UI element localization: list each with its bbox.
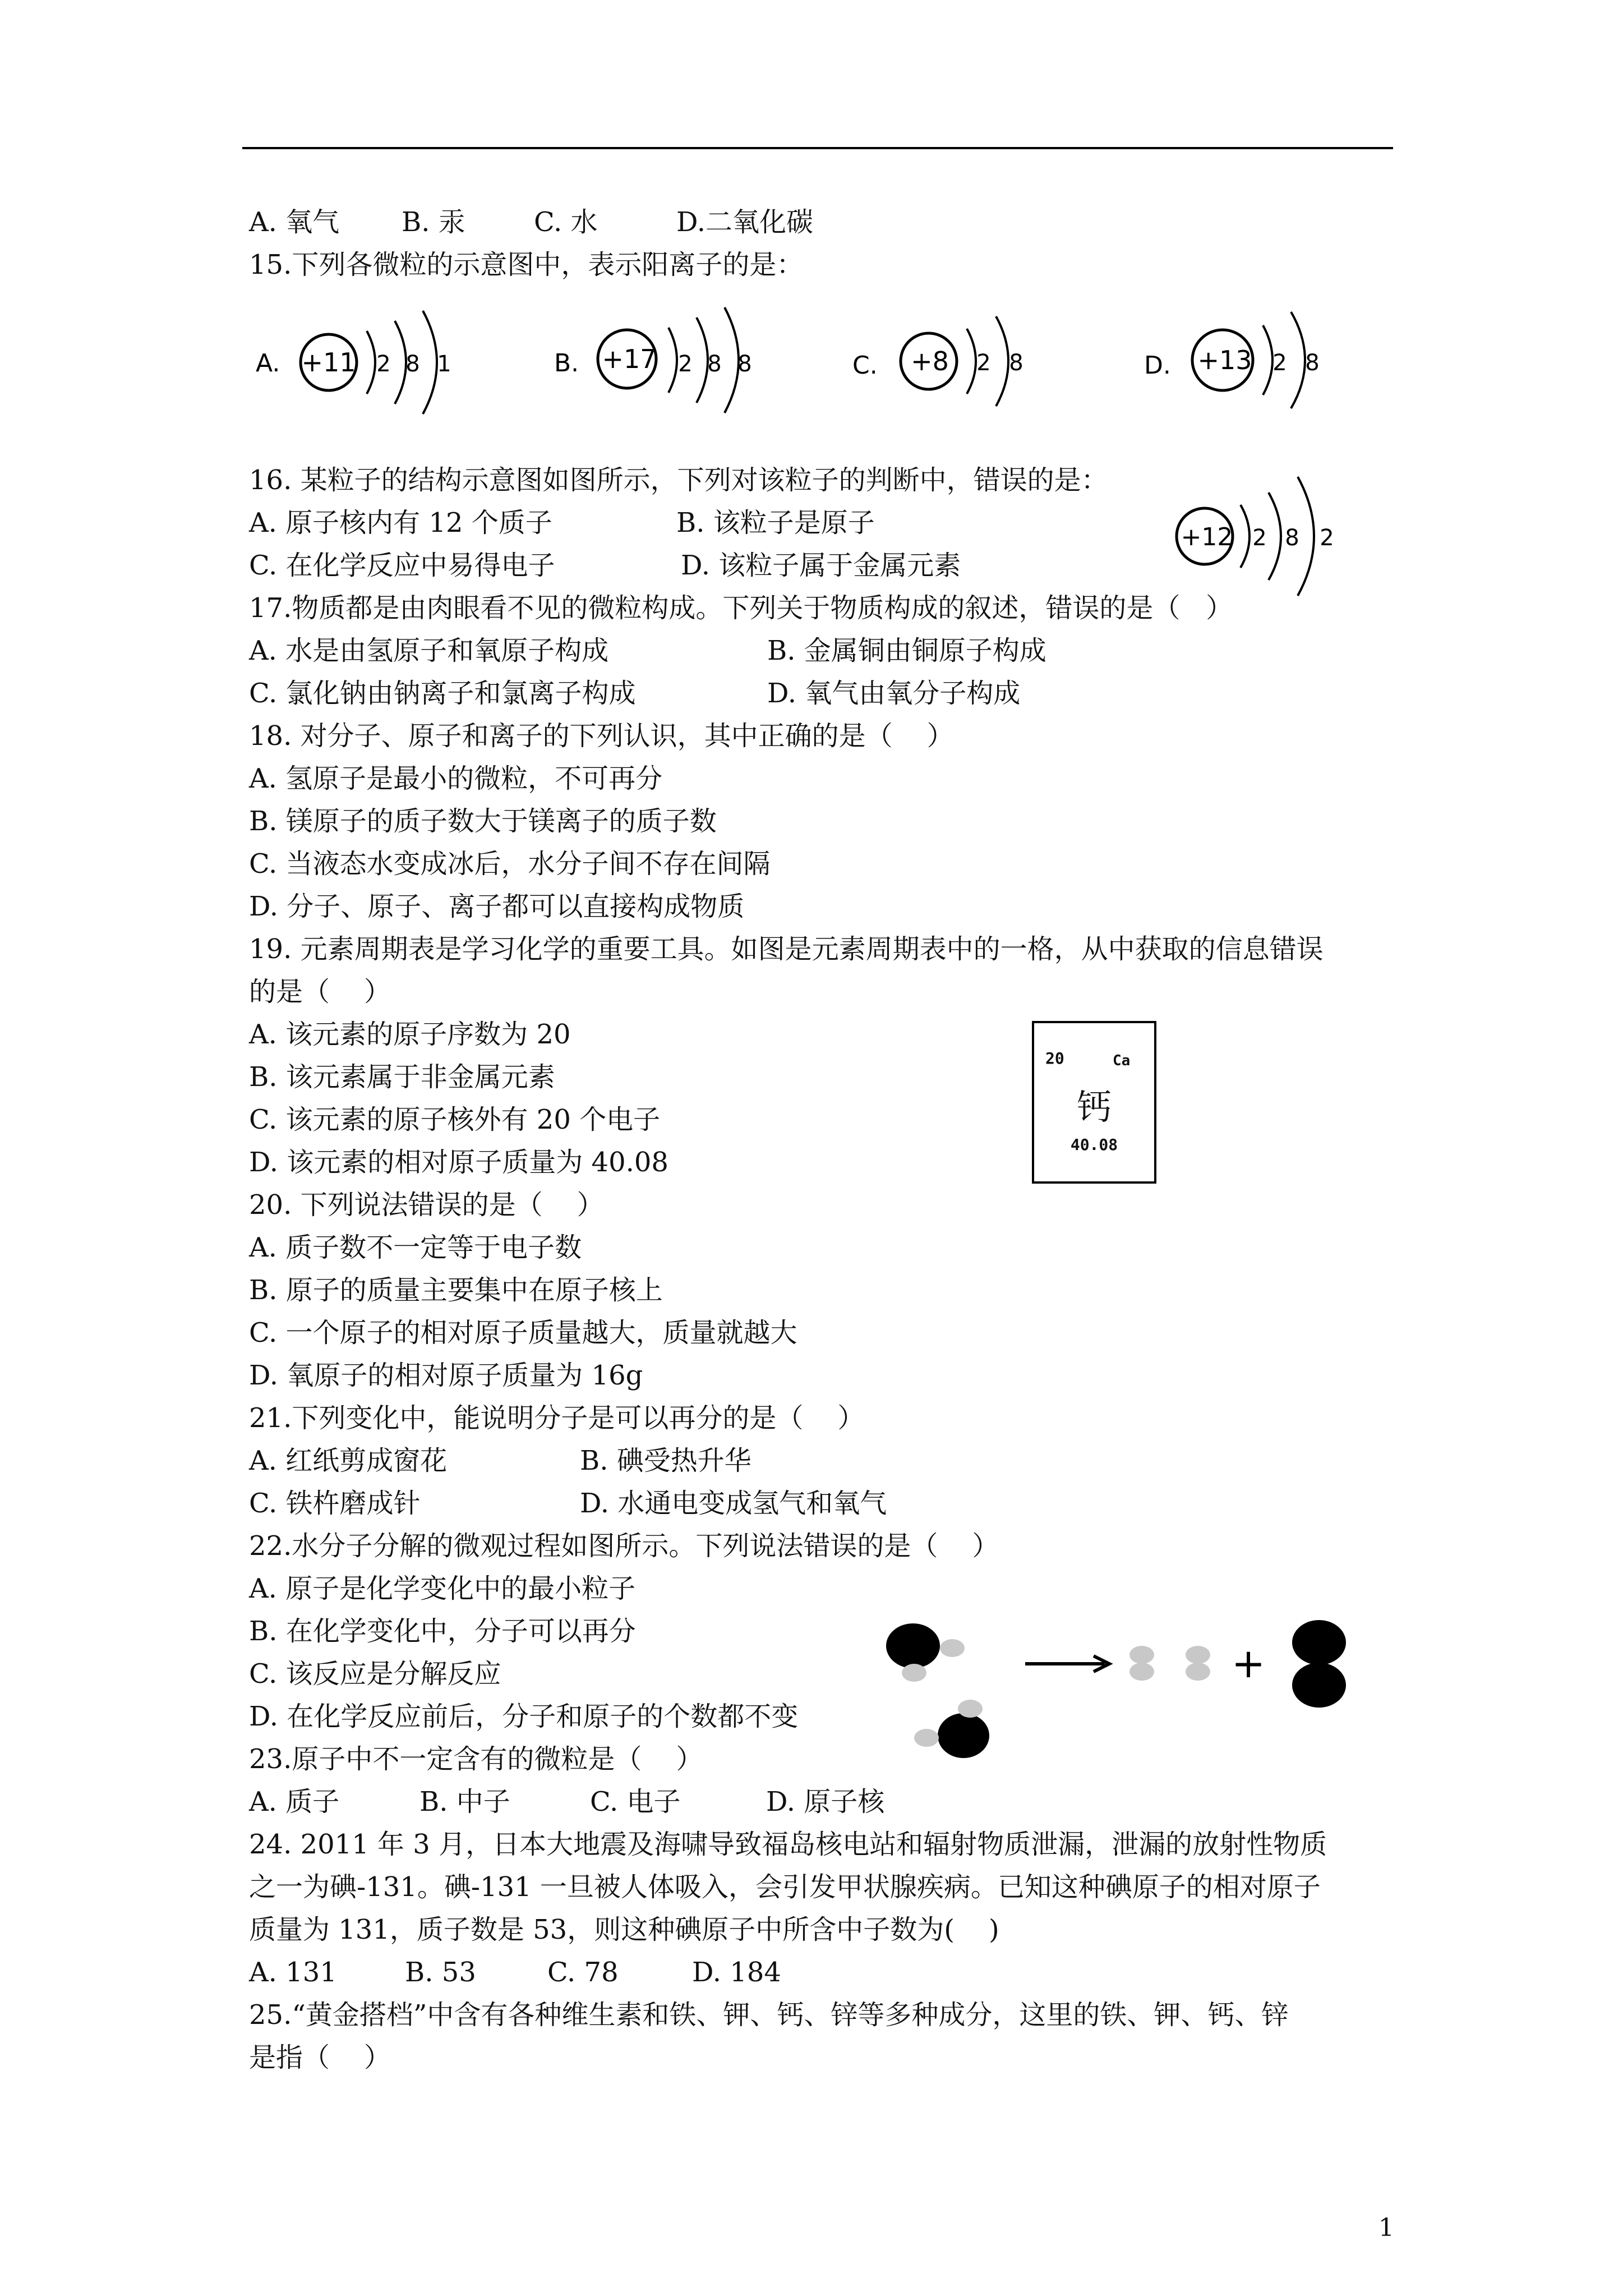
q19-stem-line2: 的是（ ）	[249, 976, 391, 1007]
electron-shell-2	[395, 321, 406, 404]
q20-option-c: C. 一个原子的相对原子质量越大，质量就越大	[249, 1317, 797, 1349]
q24-line1: 24. 2011 年 3 月，日本大地震及海啸导致福岛核电站和辐射物质泄漏，泄漏的放射性物质	[249, 1829, 1327, 1860]
q15-diagram-a	[256, 311, 451, 414]
q24-option-d: D. 184	[692, 1957, 781, 1988]
q21-stem: 21.下列变化中，能说明分子是可以再分的是（ ）	[249, 1402, 865, 1434]
q25-line1: 25.“黄金搭档”中含有各种维生素和铁、钾、钙、锌等多种成分，这里的铁、钾、钙、锌	[249, 1999, 1289, 2031]
q18-option-c: C. 当液态水变成冰后，水分子间不存在间隔	[249, 848, 771, 880]
q16-option-d: D. 该粒子属于金属元素	[681, 550, 961, 581]
q20-stem: 20. 下列说法错误的是（ ）	[249, 1189, 604, 1221]
shell-electrons: 8	[405, 351, 420, 377]
electron-shell-1	[967, 329, 976, 394]
q23-option-c: C. 电子	[590, 1786, 681, 1818]
shell-electrons: 2	[1320, 525, 1334, 551]
electron-shell-1	[367, 331, 375, 394]
q24-line3: 质量为 131，质子数是 53，则这种碘原子中所含中子数为( )	[249, 1914, 999, 1945]
q15-diagram-label: B.	[554, 349, 579, 378]
q20-option-b: B. 原子的质量主要集中在原子核上	[249, 1274, 663, 1306]
reaction-arrow	[1025, 1656, 1109, 1672]
q24-line2: 之一为碘-131。碘-131 一旦被人体吸入，会引发甲状腺疾病。已知这种碘原子的相对原子	[249, 1871, 1321, 1903]
nucleus-charge: +8	[911, 346, 949, 376]
oxygen-atom	[1292, 1663, 1346, 1708]
hydrogen-atom	[1129, 1646, 1154, 1664]
q19-option-b: B. 该元素属于非金属元素	[249, 1061, 555, 1093]
q15-diagram-d	[1144, 312, 1320, 408]
shell-electrons: 2	[1252, 525, 1267, 551]
electron-shell-3	[1298, 477, 1314, 596]
q23-option-a: A. 质子	[249, 1786, 340, 1818]
water-molecule	[886, 1623, 965, 1682]
q21-option-a: A. 红纸剪成窗花	[249, 1445, 448, 1476]
q18-stem: 18. 对分子、原子和离子的下列认识，其中正确的是（ ）	[249, 720, 954, 752]
q22-option-b: B. 在化学变化中，分子可以再分	[249, 1616, 636, 1647]
q15-diagram-label: C.	[852, 351, 878, 380]
q17-option-b: B. 金属铜由铜原子构成	[767, 635, 1046, 666]
hydrogen-atom	[914, 1729, 939, 1747]
oxygen-atom	[1292, 1620, 1346, 1665]
q15-diagram-label: D.	[1144, 351, 1171, 380]
q17-option-d: D. 氧气由氧分子构成	[767, 678, 1021, 709]
q16-option-b: B. 该粒子是原子	[676, 507, 875, 539]
hydrogen-molecule	[1129, 1646, 1154, 1681]
oxygen-atom	[886, 1623, 940, 1668]
q18-option-a: A. 氢原子是最小的微粒，不可再分	[249, 763, 663, 794]
nucleus-charge: +12	[1181, 523, 1233, 551]
atomic-mass: 40.08	[1070, 1135, 1118, 1154]
shell-electrons: 1	[437, 351, 451, 377]
q24-option-c: C. 78	[547, 1957, 619, 1988]
electron-shell-2	[1291, 312, 1305, 408]
q21-option-c: C. 铁杵磨成针	[249, 1488, 421, 1519]
nucleus-charge: +17	[602, 344, 657, 374]
q19-option-d: D. 该元素的相对原子质量为 40.08	[249, 1147, 668, 1178]
nucleus-charge: +13	[1197, 345, 1252, 375]
q17-option-c: C. 氯化钠由钠离子和氯离子构成	[249, 678, 636, 709]
atomic-number: 20	[1045, 1049, 1064, 1068]
q14-option-d: D.二氧化碳	[676, 206, 814, 238]
q21-option-b: B. 碘受热升华	[580, 1445, 751, 1476]
q15-diagram-label: A.	[256, 349, 280, 378]
q15-diagram-c	[852, 316, 1023, 406]
q16-option-c: C. 在化学反应中易得电子	[249, 550, 555, 581]
shell-electrons: 2	[976, 350, 991, 376]
q19-stem-line1: 19. 元素周期表是学习化学的重要工具。如图是元素周期表中的一格，从中获取的信息错误	[249, 933, 1324, 965]
plus-sign: +	[1231, 1640, 1266, 1687]
shell-electrons: 8	[1305, 350, 1320, 376]
oxygen-atom	[938, 1713, 989, 1758]
hydrogen-atom	[940, 1639, 965, 1657]
nucleus-charge: +11	[301, 347, 356, 378]
electron-shell-1	[1241, 505, 1249, 568]
electron-shell-3	[725, 307, 739, 413]
q17-option-a: A. 水是由氢原子和氧原子构成	[249, 635, 609, 666]
q20-option-a: A. 质子数不一定等于电子数	[249, 1232, 582, 1263]
q23-option-b: B. 中子	[419, 1786, 510, 1818]
q22-stem: 22.水分子分解的微观过程如图所示。下列说法错误的是（ ）	[249, 1530, 999, 1562]
q14-option-a: A. 氧气	[249, 206, 340, 238]
q22-option-c: C. 该反应是分解反应	[249, 1658, 501, 1690]
electron-shell-2	[996, 316, 1008, 406]
q15-diagram-b	[554, 307, 752, 413]
q20-option-d: D. 氧原子的相对原子质量为 16g	[249, 1360, 643, 1391]
q17-stem: 17.物质都是由肉眼看不见的微粒构成。下列关于物质构成的叙述，错误的是（ ）	[249, 592, 1233, 624]
hydrogen-atom	[1129, 1663, 1154, 1681]
q23-stem: 23.原子中不一定含有的微粒是（ ）	[249, 1743, 703, 1775]
shell-electrons: 2	[1272, 350, 1287, 376]
hydrogen-molecule	[1186, 1646, 1210, 1681]
q22-option-d: D. 在化学反应前后，分子和原子的个数都不变	[249, 1701, 799, 1732]
hydrogen-atom	[1186, 1663, 1210, 1681]
q21-option-d: D. 水通电变成氢气和氧气	[580, 1488, 887, 1519]
periodic-table-cell	[1032, 1021, 1156, 1184]
shell-electrons: 2	[678, 351, 693, 377]
q24-option-a: A. 131	[249, 1957, 337, 1988]
q16-stem: 16. 某粒子的结构示意图如图所示，下列对该粒子的判断中，错误的是：	[249, 464, 1108, 496]
electron-shell-1	[1263, 325, 1272, 395]
electron-shell-2	[1269, 493, 1281, 580]
water-molecule	[914, 1700, 989, 1758]
hydrogen-atom	[958, 1700, 983, 1718]
oxygen-molecule	[1292, 1620, 1346, 1708]
q14-option-c: C. 水	[534, 206, 598, 238]
hydrogen-atom	[1186, 1646, 1210, 1664]
q15-atom-diagrams	[247, 292, 1368, 438]
shell-electrons: 2	[376, 351, 391, 377]
q19-option-a: A. 该元素的原子序数为 20	[249, 1019, 571, 1050]
electron-shell-1	[668, 328, 677, 393]
electron-shell-3	[423, 311, 437, 414]
q18-option-d: D. 分子、原子、离子都可以直接构成物质	[249, 891, 745, 922]
hydrogen-atom	[902, 1664, 926, 1682]
header-rule	[242, 147, 1393, 149]
element-symbol: Ca	[1113, 1052, 1131, 1069]
q14-option-b: B. 汞	[402, 206, 465, 238]
water-decomposition-diagram	[880, 1616, 1363, 1767]
shell-electrons: 8	[1009, 350, 1023, 376]
electron-shell-2	[697, 318, 708, 403]
element-name: 钙	[1076, 1087, 1112, 1128]
shell-electrons: 8	[1285, 525, 1299, 551]
q25-line2: 是指（ ）	[249, 2042, 391, 2073]
q23-option-d: D. 原子核	[766, 1786, 885, 1818]
q15-stem: 15.下列各微粒的示意图中，表示阳离子的是：	[249, 249, 804, 280]
q24-option-b: B. 53	[405, 1957, 476, 1988]
shell-electrons: 8	[707, 351, 722, 377]
q19-option-c: C. 该元素的原子核外有 20 个电子	[249, 1104, 661, 1135]
shell-electrons: 8	[737, 351, 752, 377]
q22-option-a: A. 原子是化学变化中的最小粒子	[249, 1573, 636, 1604]
page-number: 1	[1378, 2214, 1394, 2242]
q16-option-a: A. 原子核内有 12 个质子	[249, 507, 552, 539]
q18-option-b: B. 镁原子的质子数大于镁离子的质子数	[249, 806, 717, 837]
